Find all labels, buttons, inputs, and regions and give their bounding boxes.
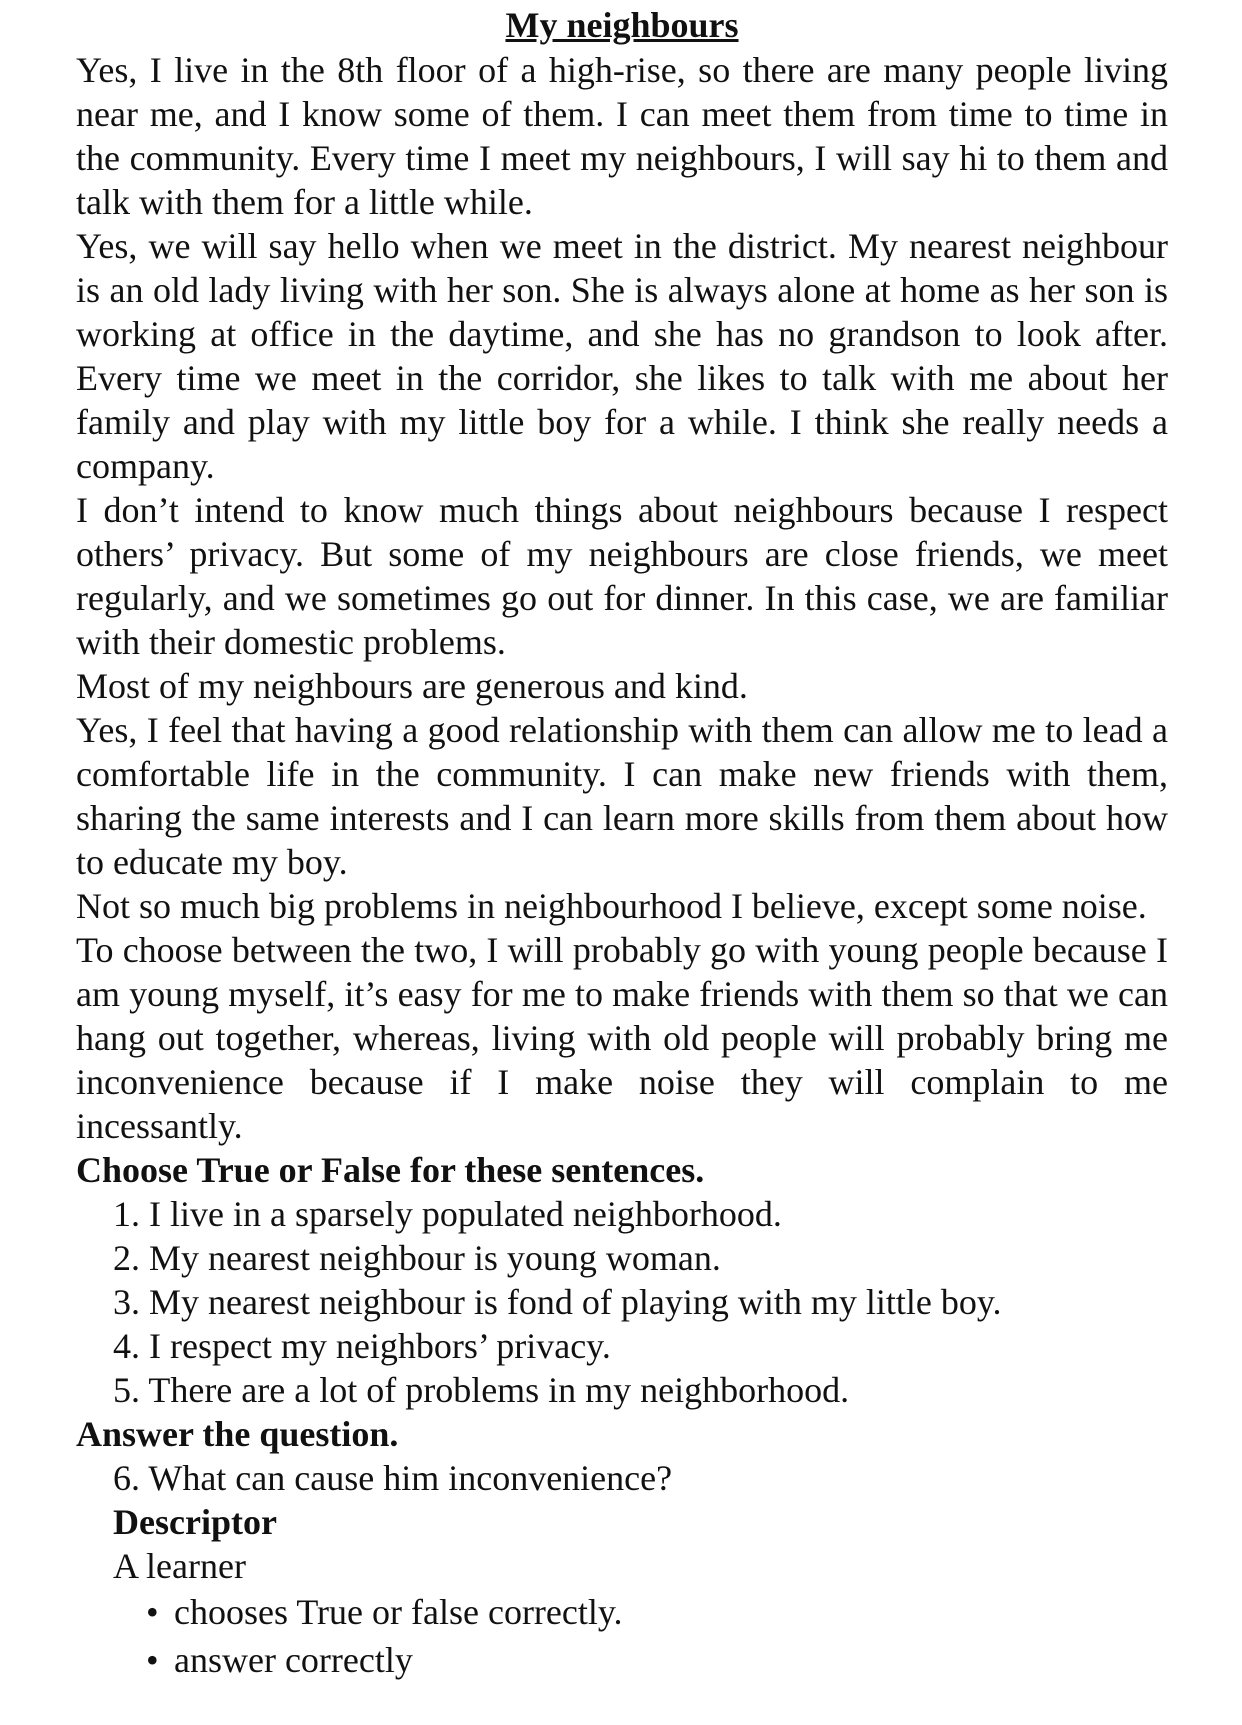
descriptor-heading: Descriptor (113, 1502, 277, 1542)
descriptor-text: chooses True or false correctly. (174, 1592, 623, 1632)
descriptor-list (76, 1588, 1168, 1684)
bullet-icon: • (146, 1592, 159, 1632)
answer-question-heading: Answer the question. (76, 1414, 399, 1454)
true-false-item: 4. I respect my neighbors’ privacy. (113, 1326, 611, 1366)
true-false-item: 5. There are a lot of problems in my neighborhood. (113, 1370, 850, 1410)
true-false-item: 2. My nearest neighbour is young woman. (113, 1238, 721, 1278)
descriptor-item (146, 1588, 1168, 1636)
descriptor-intro: A learner (113, 1546, 246, 1586)
question-item: 6. What can cause him inconvenience? (113, 1458, 673, 1498)
paragraph: Yes, we will say hello when we meet in the district. My nearest neighbour is an old lady living with her son. She is always alone at home as her son is working at office in the daytime, and she has no grandson to look after. Every time we meet in the corridor, she likes to talk with me about her family and play with my little boy for a while. I think she really needs a company. (76, 226, 1168, 486)
descriptor-item (146, 1636, 1168, 1684)
bullet-icon: • (146, 1640, 159, 1680)
page-title: My neighbours (505, 5, 739, 45)
paragraph: To choose between the two, I will probably go with young people because I am young myself, it’s easy for me to make friends with them so that we can hang out together, whereas, living with old people will probably bring me inconvenience because if I make noise they will complain to me incessantly. (76, 930, 1168, 1146)
descriptor-text: answer correctly (174, 1640, 413, 1680)
paragraph: Yes, I feel that having a good relationship with them can allow me to lead a comfortable life in the community. I can make new friends with them, sharing the same interests and I can learn more skills from them about how to educate my boy. (76, 710, 1168, 882)
paragraph: Not so much big problems in neighbourhood I believe, except some noise. (76, 886, 1147, 926)
paragraph: Most of my neighbours are generous and kind. (76, 666, 748, 706)
reading-text (76, 48, 1168, 1148)
true-false-item: 3. My nearest neighbour is fond of playing with my little boy. (113, 1282, 1002, 1322)
true-false-list (76, 1192, 1168, 1412)
true-false-item: 1. I live in a sparsely populated neighborhood. (113, 1194, 782, 1234)
paragraph: I don’t intend to know much things about neighbours because I respect others’ privacy. But some of my neighbours are close friends, we meet regularly, and we sometimes go out for dinner. In this case, we are familiar with their domestic problems. (76, 490, 1168, 662)
paragraph: Yes, I live in the 8th floor of a high-rise, so there are many people living near me, and I know some of them. I can meet them from time to time in the community. Every time I meet my neighbours, I will say hi to them and talk with them for a little while. (76, 50, 1168, 222)
true-false-heading: Choose True or False for these sentences. (76, 1150, 705, 1190)
